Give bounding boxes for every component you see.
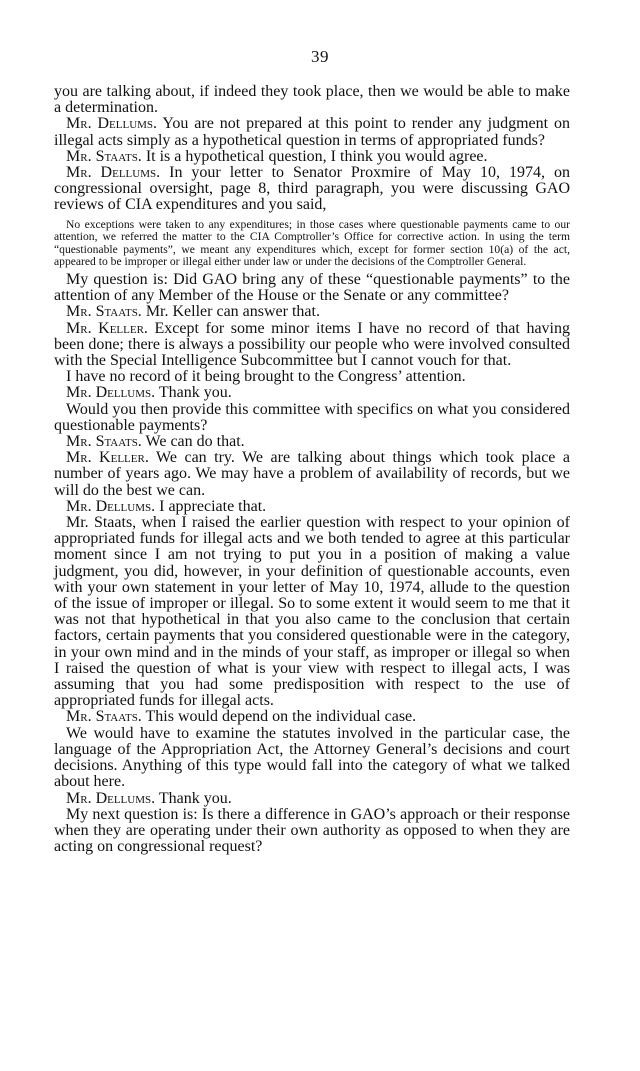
paragraph: Mr. Staats. This would depend on the individual case. (66, 708, 417, 726)
speaker: Mr. Dellums. (66, 497, 156, 515)
paragraph: Mr. Staats. It is a hypothetical question, I think you would agree. (66, 147, 488, 165)
speaker: Mr. Staats. (66, 147, 142, 165)
paragraph: Mr. Dellums. In your letter to Senator Proxmire of May 10, 1974, on congressional oversight, page 8, third paragraph, you were discussing GAO reviews of CIA expenditures and you said, (54, 164, 571, 214)
paragraph: Mr. Dellums. I appreciate that. (66, 497, 267, 515)
speaker: Mr. Staats. (66, 303, 142, 321)
paragraph: Mr. Keller. Except for some minor items I have no record of that having been done; there is always a possibility our people who were involved consulted with the Special Intelligence Subcommittee but I cannot vouch for that. (54, 319, 570, 370)
paragraph: Mr. Dellums. You are not prepared at this point to render any judgment on illegal acts simply as a hypothetical question in terms of appropriated funds? (54, 115, 570, 149)
paragraph: Mr. Staats, when I raised the earlier question with respect to your opinion of appropriated funds for illegal acts and we both tended to agree at this particular moment since I am not trying to put you in a position of making a value judgment, you did, however, in your definition of questionable accounts, even with your own statement in your letter of May 10, 1974, allude to the question of the issue of improper or illegal. So to some extent it would seem to me that it was not that hypothetical in that you also came to the conclusion that certain factors, certain payments that you considered questionable were in the category, in your own mind and in the minds of your staff, as improper or illegal so when I raised the question of what is your view with respect to illegal acts, I was assuming that you had some predisposition with respect to the use of appropriated funds for illegal acts. (54, 514, 570, 710)
speaker: Mr. Keller. (66, 319, 148, 337)
speaker: Mr. Dellums. (66, 164, 161, 182)
block-quote: No exceptions were taken to any expenditures; in those cases where questionable payments came to our attention, we referred the matter to the CIA Comptroller’s Office for corrective action. In using the term “questionable payments”, we meant any expenditures which, except for former section 10(a) of the act, appeared to be improper or illegal either under law or under the decisions of the Comptroller General. (54, 217, 570, 269)
paragraph: Mr. Keller. We can try. We are talking about things which took place a number of years ago. We may have a problem of availability of records, but we will do the best we can. (54, 449, 570, 499)
page-number: 39 (311, 47, 329, 66)
speaker: Mr. Staats. (66, 708, 142, 726)
paragraph: Mr. Dellums. Thank you. (66, 789, 232, 807)
speaker: Mr. Staats. (66, 433, 142, 451)
paragraph: Would you then provide this committee with specifics on what you considered questionable payments? (54, 400, 570, 434)
paragraph: My question is: Did GAO bring any of these “questionable payments” to the attention of any Member of the House or the Senate or any committee? (54, 271, 570, 305)
paragraph: We would have to examine the statutes involved in the particular case, the language of the Appropriation Act, the Attorney General’s decisions and court decisions. Anything of this type would fall into the category of what we talked about here. (54, 724, 570, 791)
speaker: Mr. Keller. (66, 449, 149, 467)
speaker: Mr. Dellums. (66, 115, 158, 133)
paragraph: I have no record of it being brought to the Congress’ attention. (66, 368, 466, 386)
paragraph: Mr. Staats. We can do that. (66, 433, 245, 451)
text-body (54, 84, 570, 855)
paragraph: My next question is: Is there a difference in GAO’s approach or their response when they are operating under their own authority as opposed to when they are acting on congressional request? (54, 805, 570, 856)
paragraph: Mr. Dellums. Thank you. (66, 384, 232, 402)
speaker: Mr. Dellums. (66, 789, 156, 807)
speaker: Mr. Dellums. (66, 384, 156, 402)
paragraph: you are talking about, if indeed they took place, then we would be able to make a determination. (54, 83, 570, 117)
paragraph: Mr. Staats. Mr. Keller can answer that. (66, 303, 320, 321)
